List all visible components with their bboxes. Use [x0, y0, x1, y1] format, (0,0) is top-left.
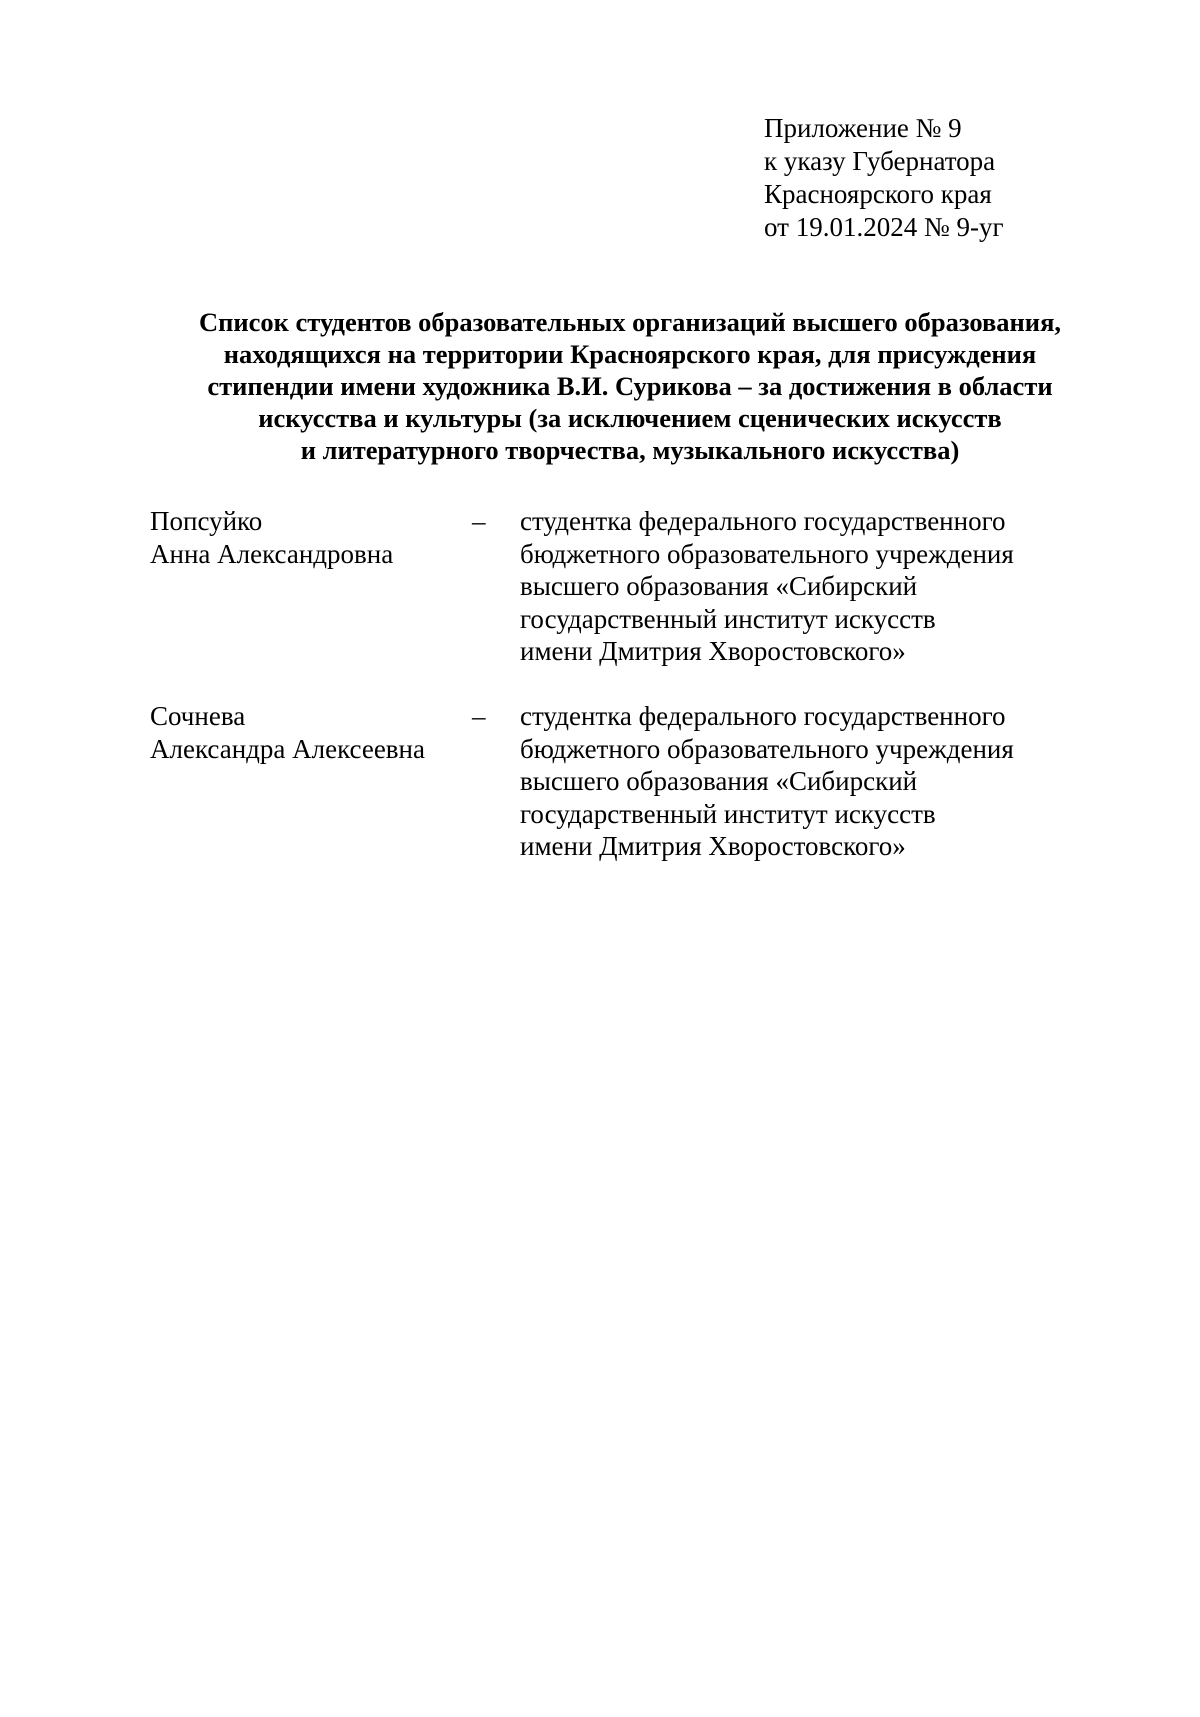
appendix-header: [764, 112, 1004, 244]
document-title: [140, 306, 1120, 466]
description-line: студентка федерального государственного: [520, 506, 1006, 536]
title-line: и литературного творчества, музыкального искусства): [300, 435, 960, 465]
title-line: искусства и культуры (за исключением сценических искусств: [258, 403, 1002, 433]
appendix-line: к указу Губернатора: [764, 146, 996, 176]
description-line: высшего образования «Сибирский: [520, 571, 918, 601]
description-line: государственный институт искусств: [520, 603, 936, 634]
description-line: имени Дмитрия Хворостовского»: [520, 636, 906, 666]
description-line: бюджетного образовательного учреждения: [520, 733, 1014, 764]
student-description: [520, 505, 1080, 668]
entry-dash: –: [472, 506, 486, 536]
description-line: имени Дмитрия Хворостовского»: [520, 831, 906, 861]
entry-dash: –: [472, 701, 486, 731]
title-line: находящихся на территории Красноярского края, для присуждения: [223, 339, 1037, 369]
description-line: студентка федерального государственного: [520, 701, 1006, 731]
appendix-line: Приложение № 9: [764, 113, 962, 143]
student-given-names: Анна Александровна: [150, 538, 394, 569]
appendix-line: Красноярского края: [764, 179, 992, 209]
title-line: Список студентов образовательных организаций высшего образования,: [198, 307, 1062, 337]
title-line: стипендии имени художника В.И. Сурикова – за достижения в области: [207, 371, 1053, 401]
description-line: государственный институт искусств: [520, 798, 936, 829]
appendix-line: от 19.01.2024 № 9-уг: [764, 212, 1004, 242]
student-description: [520, 700, 1080, 863]
student-name: [150, 700, 470, 765]
student-name: [150, 505, 470, 570]
student-surname: Попсуйко: [150, 506, 263, 536]
description-line: высшего образования «Сибирский: [520, 766, 918, 796]
student-given-names: Александра Алексеевна: [150, 733, 425, 764]
description-line: бюджетного образовательного учреждения: [520, 538, 1014, 569]
student-surname: Сочнева: [150, 701, 246, 731]
